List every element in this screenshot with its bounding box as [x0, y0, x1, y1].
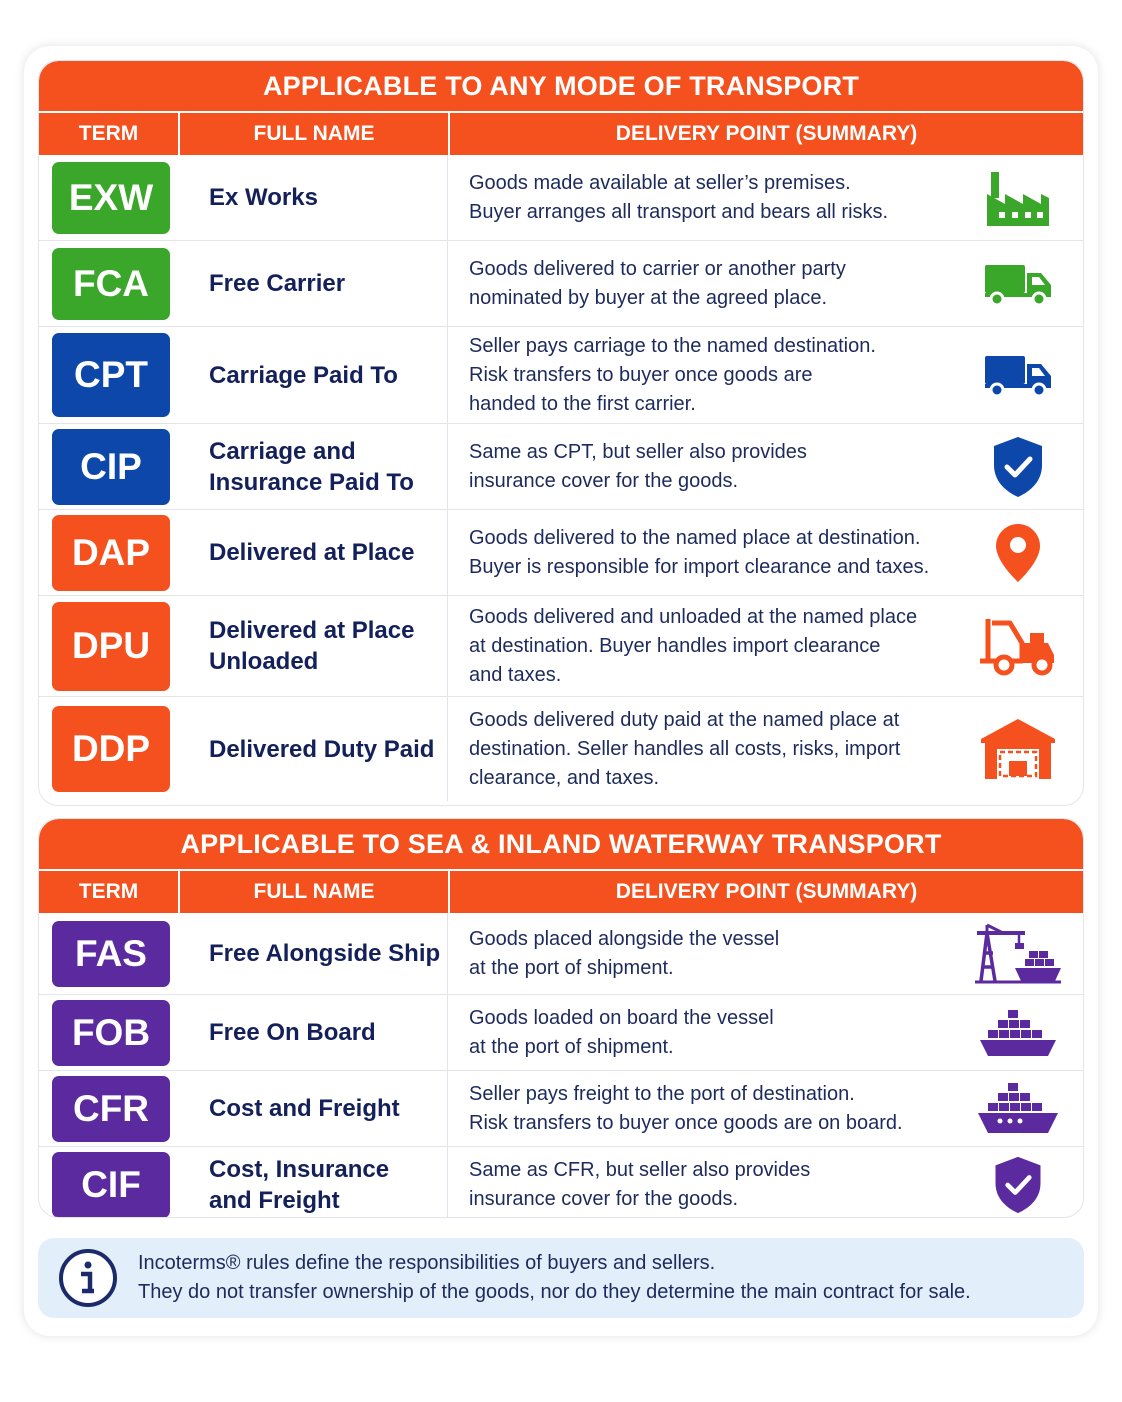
full-name: Free Carrier — [178, 241, 448, 326]
table-row — [39, 241, 1083, 327]
table-row — [39, 995, 1083, 1071]
header-full-name: FULL NAME — [178, 871, 448, 913]
header-delivery-point: DELIVERY POINT (SUMMARY) — [448, 871, 1083, 913]
info-icon — [57, 1247, 119, 1309]
delivery-summary: Goods delivered to carrier or another party nominated by buyer at the agreed place. — [469, 257, 846, 309]
table-row — [39, 913, 1083, 995]
term-badge: CIP — [52, 429, 170, 505]
term-badge: CFR — [52, 1076, 170, 1142]
term-badge: CIF — [52, 1152, 170, 1218]
delivery-summary: Seller pays carriage to the named destination. Risk transfers to buyer once goods are handed to the first carrier. — [469, 334, 876, 415]
warehouse-icon — [979, 717, 1057, 781]
section-title: APPLICABLE TO SEA & INLAND WATERWAY TRANSPORT — [39, 819, 1083, 869]
full-name: Free On Board — [178, 995, 448, 1070]
port-crane-ship-icon — [973, 923, 1063, 985]
truck-icon — [983, 261, 1053, 307]
location-pin-icon — [994, 522, 1042, 584]
term-badge: EXW — [52, 162, 170, 234]
header-delivery-point: DELIVERY POINT (SUMMARY) — [448, 113, 1083, 155]
table-row — [39, 697, 1083, 801]
full-name: Cost and Freight — [178, 1071, 448, 1146]
delivery-summary: Goods delivered and unloaded at the named place at destination. Buyer handles import clearance and taxes. — [469, 605, 918, 686]
table-row — [39, 424, 1083, 510]
container-ship-icon — [978, 1006, 1058, 1060]
delivery-summary: Goods placed alongside the vessel at the port of shipment. — [469, 927, 780, 979]
delivery-summary: Goods delivered to the named place at destination. Buyer is responsible for import clearance and taxes. — [469, 526, 930, 578]
delivery-summary: Same as CPT, but seller also provides insurance cover for the goods. — [469, 440, 807, 492]
delivery-summary: Goods delivered duty paid at the named place at destination. Seller handles all costs, risks, import clearance, and taxes. — [469, 708, 901, 789]
section-sea-waterway — [38, 818, 1084, 1218]
table-header — [39, 111, 1083, 155]
full-name: Carriage and Insurance Paid To — [178, 424, 448, 509]
term-badge: CPT — [52, 333, 170, 417]
term-badge: DPU — [52, 602, 170, 691]
full-name: Carriage Paid To — [178, 327, 448, 423]
table-row — [39, 1071, 1083, 1147]
table-row — [39, 1147, 1083, 1218]
header-term: TERM — [78, 880, 139, 903]
full-name: Delivered Duty Paid — [178, 697, 448, 801]
header-term: TERM — [78, 122, 139, 145]
delivery-summary: Seller pays freight to the port of destination. Risk transfers to buyer once goods are on board. — [469, 1082, 903, 1134]
shield-check-icon — [990, 435, 1046, 499]
shield-check-icon — [991, 1155, 1045, 1215]
section-any-mode — [38, 60, 1084, 806]
full-name: Cost, Insurance and Freight — [178, 1147, 448, 1218]
full-name: Delivered at Place — [178, 510, 448, 595]
note-text: Incoterms® rules define the responsibilities of buyers and sellers. They do not transfer ownership of the goods, nor do they determine the main contract for sale. — [138, 1252, 971, 1303]
term-badge: FAS — [52, 921, 170, 987]
factory-icon — [985, 168, 1051, 228]
term-badge: FOB — [52, 1000, 170, 1066]
table-row — [39, 596, 1083, 697]
section-title: APPLICABLE TO ANY MODE OF TRANSPORT — [39, 61, 1083, 111]
term-badge: FCA — [52, 248, 170, 320]
forklift-icon — [978, 615, 1058, 677]
table-header — [39, 869, 1083, 913]
info-note — [38, 1238, 1084, 1318]
full-name: Delivered at Place Unloaded — [178, 596, 448, 696]
full-name: Ex Works — [178, 155, 448, 240]
container-ship-icon — [976, 1081, 1060, 1137]
full-name: Free Alongside Ship — [178, 913, 448, 994]
term-badge: DDP — [52, 706, 170, 792]
term-badge: DAP — [52, 515, 170, 591]
delivery-summary: Goods loaded on board the vessel at the port of shipment. — [469, 1006, 774, 1058]
header-full-name: FULL NAME — [178, 113, 448, 155]
table-row — [39, 155, 1083, 241]
truck-icon — [983, 352, 1053, 398]
delivery-summary: Same as CFR, but seller also provides insurance cover for the goods. — [469, 1159, 811, 1210]
table-row — [39, 510, 1083, 596]
table-row — [39, 327, 1083, 424]
delivery-summary: Goods made available at seller’s premises. Buyer arranges all transport and bears all risks. — [469, 171, 889, 223]
